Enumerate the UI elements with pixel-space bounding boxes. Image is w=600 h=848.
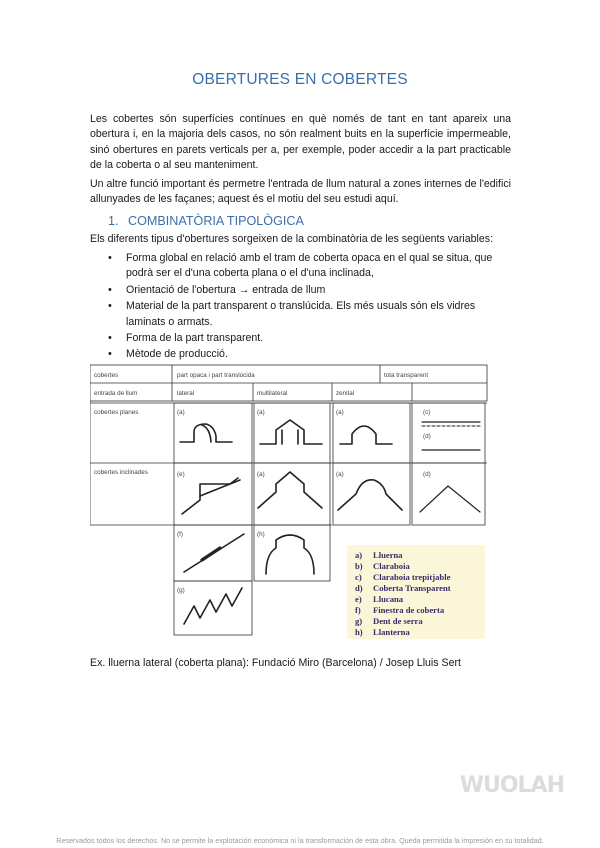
cell-label: (a) — [257, 409, 265, 416]
legend-item: g) Dent de serra — [355, 616, 423, 626]
sketch-lluerna-inclinada — [258, 472, 322, 508]
legend-item: a) Lluerna — [355, 550, 403, 560]
header-cobertes: cobertes — [94, 372, 119, 379]
legend-item: c) Claraboia trepitjable — [355, 572, 451, 582]
cell-label: (f) — [177, 531, 183, 538]
list-item: • Mètode de producció. — [108, 347, 512, 362]
legend-item: b) Claraboia — [355, 561, 410, 571]
list-item: • Forma global en relació amb el tram de coberta opaca en el qual se situa, que podrà ser el d'una coberta plana o el d'una inclinada, — [108, 251, 512, 282]
row-label-inclinades: cobertes inclinades — [94, 469, 148, 476]
cell-label: (d) — [423, 471, 431, 478]
footer-notice: Reservados todos los derechos. No se permite la explotación económica ni la transformación de esta obra. Queda permitida la impresión en su totalidad. — [56, 836, 544, 845]
cell-label: (a) — [336, 409, 344, 416]
sketch-dent-serra — [184, 588, 242, 624]
legend-item: f) Finestra de coberta — [355, 605, 445, 615]
variables-list — [108, 251, 512, 364]
cell-label: (a) — [257, 471, 265, 478]
sketch-lluerna-zenital — [340, 426, 392, 444]
header-entrada: entrada de llum — [94, 390, 138, 397]
legend-box — [347, 545, 485, 639]
list-item: • Material de la part transparent o translúcida. Els més usuals són els vidres laminats o armats. — [108, 299, 512, 330]
paragraph-light: Un altre funció important és permetre l'entrada de llum natural a zones internes de l'edifici allunyades de les façanes; aquest és el motiu del seu estudi aquí. — [90, 178, 511, 206]
sketch-llanterna — [266, 535, 314, 574]
cell-label: (a) — [336, 471, 344, 478]
header-lateral: lateral — [177, 390, 195, 397]
sketch-coberta-inclinada — [420, 486, 480, 512]
paragraph-intro: Les cobertes són superfícies contínues en què només de tant en tant apareix una obertura i, en la majoria dels casos, no són realment buits en la superfície impermeable, sinó obertures en parets verticals per a, per exemple, poder accedir a la part practicable de la coberta o al seu manteniment. — [90, 113, 511, 172]
section-heading — [108, 214, 304, 228]
sketch-zenital-inclinada — [338, 480, 402, 510]
section-intro: Els diferents tipus d'obertures sorgeixen de la combinatòria de les següents variables: — [90, 233, 494, 245]
figure-caption: Ex. lluerna lateral (coberta plana): Fundació Miro (Barcelona) / Josep Lluis Sert — [90, 657, 461, 669]
header-part-opaca: part opaca i part translúcida — [177, 372, 255, 379]
sketch-lluerna-multilateral — [260, 420, 322, 444]
page-title: OBERTURES EN COBERTES — [192, 71, 408, 88]
header-tota-transparent: tota transparent — [384, 372, 429, 379]
cell-label: (g) — [177, 587, 185, 594]
cell-label: (a) — [177, 409, 185, 416]
row-label-planes: cobertes planes — [94, 409, 139, 416]
section-title: COMBINATÒRIA TIPOLÒGICA — [128, 214, 304, 228]
list-item: • Orientació de l'obertura → entrada de llum — [108, 283, 512, 298]
cell-label: (d) — [423, 433, 431, 440]
cell-label: (h) — [257, 531, 265, 538]
header-zenital: zenital — [336, 390, 355, 397]
section-number: 1. — [108, 214, 119, 228]
header-multilateral: multilateral — [257, 390, 288, 397]
cell-label: (e) — [177, 471, 185, 478]
legend-item: d) Coberta Transparent — [355, 583, 451, 593]
legend-item: h) Llanterna — [355, 627, 410, 637]
list-item: • Forma de la part transparent. — [108, 331, 512, 346]
legend-item: e) Llucana — [355, 594, 404, 604]
cell-label: (c) — [423, 409, 431, 416]
wuolah-watermark: WUOLAH — [459, 773, 564, 798]
